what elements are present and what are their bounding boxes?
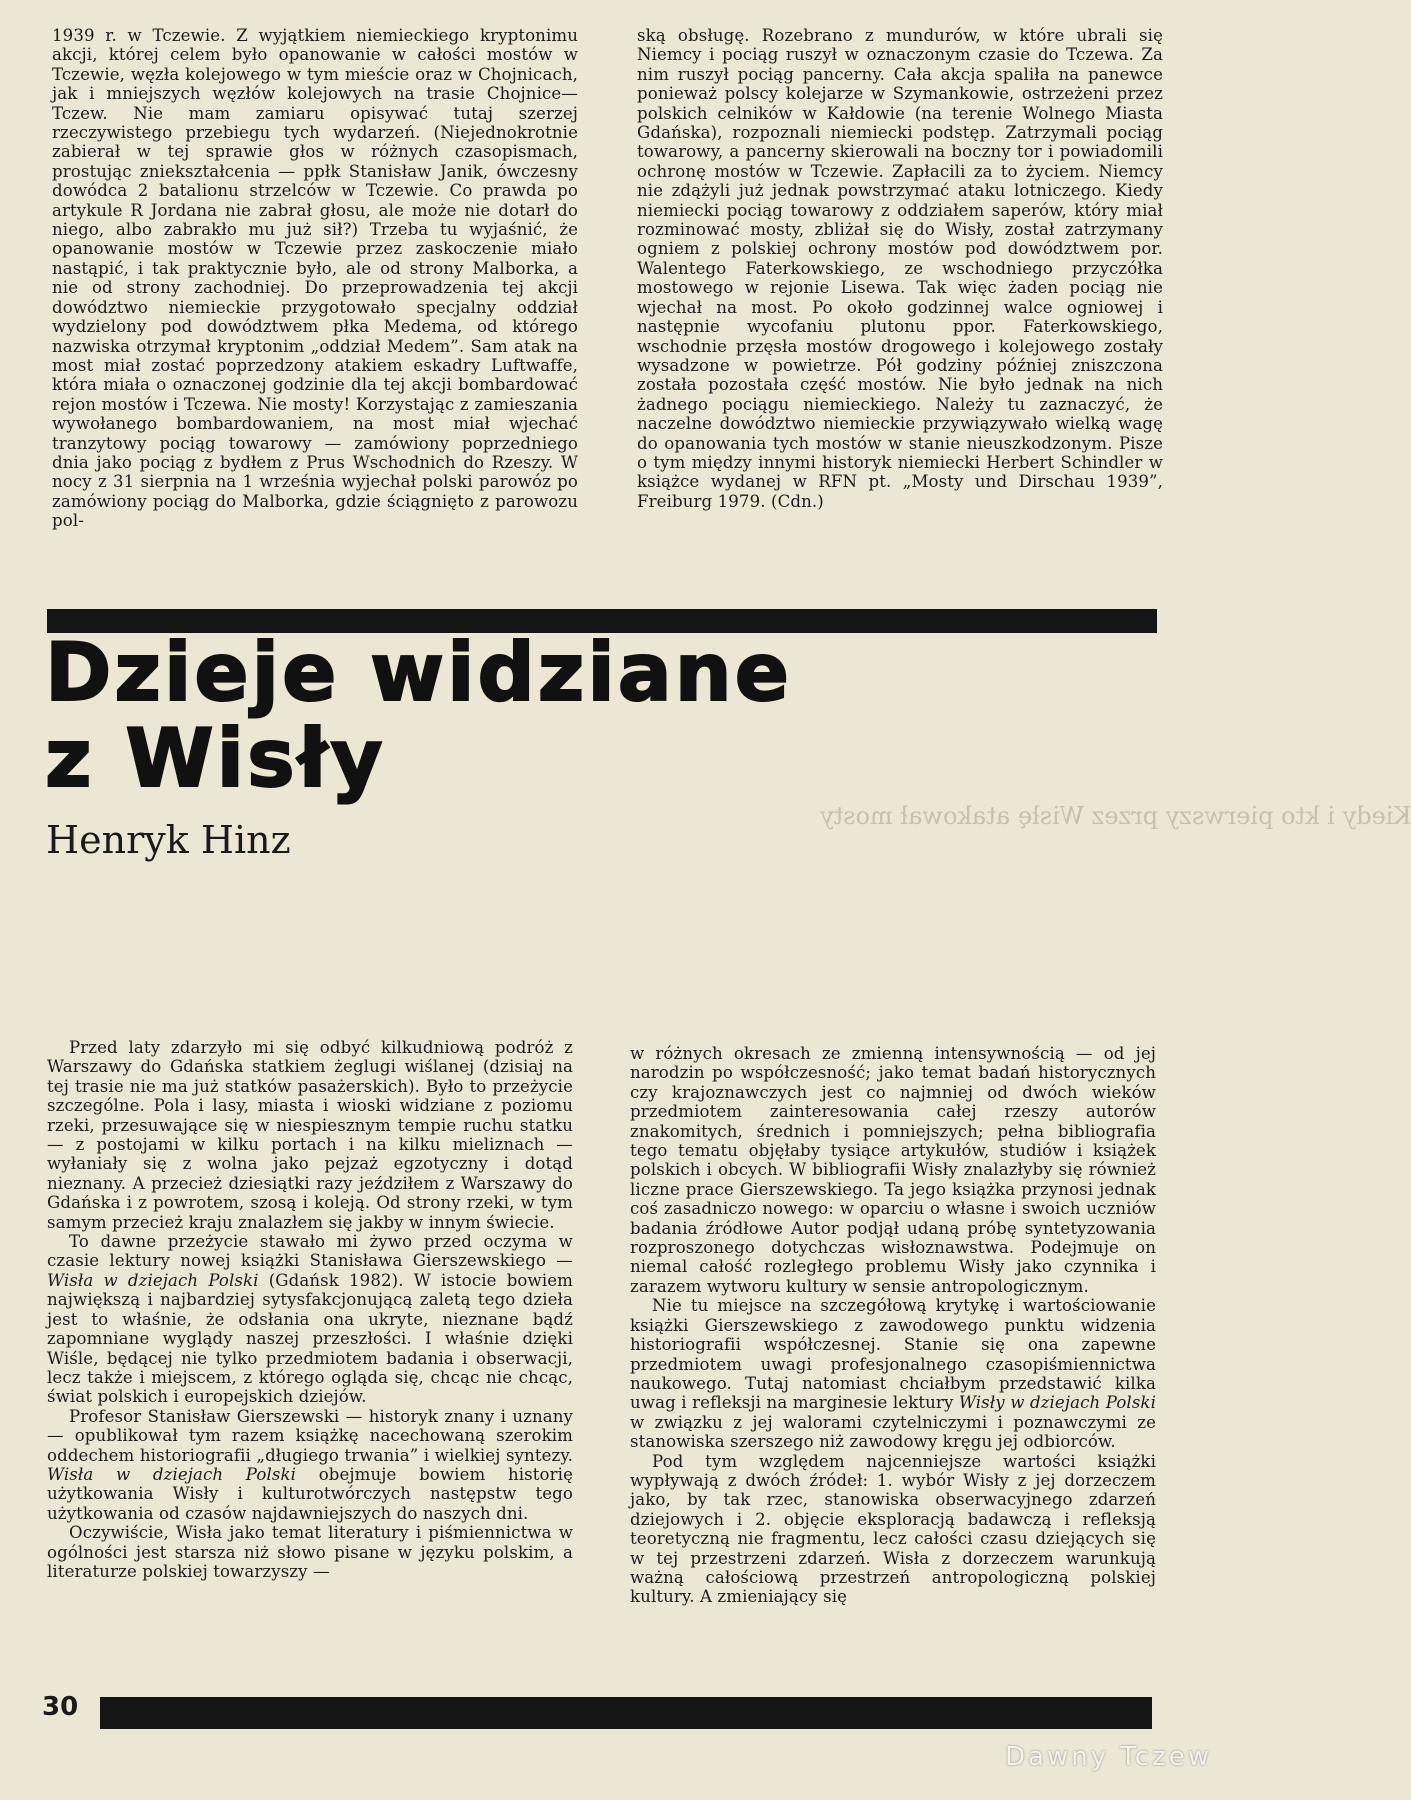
article-title-line-2: z Wisły [45, 712, 386, 805]
body-paragraph: Pod tym względem najcenniejsze wartości książki wypływają z dwóch źródeł: 1. wybór Wisły z jej dorzeczem jako, by tak rzec, stanowiska obserwacyjnego zdarzeń dziejowych i 2. objęcie eksploracją badawczą i refleksją teoretyczną nie fragmentu, lecz całości czasu dziejących się w tej przestrzeni zdarzeń. Wisła z dorzeczem warunkują ważną całościową przestrzeń antropologiczną polskiej kultury. A zmieniający się [630, 1451, 1156, 1607]
previous-article-paragraph: ską obsługę. Rozebrano z mundurów, w które ubrali się Niemcy i pociąg ruszył w oznaczonym czasie do Tczewa. Za nim ruszył pociąg pancerny. Cała akcja spaliła na panewce ponieważ polscy kolejarze w Szymankowie, ostrzeżeni przez polskich celników w Kałdowie (na terenie Wolnego Miasta Gdańska), rozpoznali niemiecki podstęp. Zatrzymali pociąg towarowy, a pancerny skierowali na boczny tor i powiadomili ochronę mostów w Tczewie. Zapłacili za to życiem. Niemcy nie zdążyli już jednak powstrzymać ataku lotniczego. Kiedy niemiecki pociąg towarowy z oddziałem saperów, który miał rozminować mosty, zbliżał się do Wisły, został zatrzymany ogniem z polskiej ochrony mostów pod dowództwem por. Walentego Faterkowskiego, ze wschodniego przyczółka mostowego w rejonie Lisewa. Tak więc żaden pociąg nie wjechał na most. Po około godzinnej walce ogniowej i następnie wycofaniu plutonu ppor. Faterkowskiego, wschodnie przęsła mostów drogowego i kolejowego zostały wysadzone w powietrze. Pół godziny później zniszczona została pozostała część mostów. Nie było jednak na nich żadnego pociągu niemieckiego. Należy tu zaznaczyć, że naczelne dowództwo niemieckie przywiązywało wielką wagę do opanowania tych mostów w stanie nieuszkodzonym. Pisze o tym między innymi historyk niemiecki Herbert Schindler w książce wydanej w RFN pt. „Mosty und Dirschau 1939”, Freiburg 1979. (Cdn.) [637, 26, 1163, 511]
watermark: Dawny Tczew [1005, 1742, 1213, 1772]
book-title: Wisła w dziejach Polski [47, 1464, 297, 1484]
article-body-right-column [630, 1044, 1156, 1607]
footer-rule-bar [100, 1697, 1152, 1729]
article-body-left-column [47, 1038, 573, 1581]
body-paragraph: w różnych okresach ze zmienną intensywnością — od jej narodzin po współczesność; jako temat badań historycznych czy krajoznawczych jest co najmniej od dwóch wieków przedmiotem zainteresowania całej rzeszy autorów znakomitych, średnich i pomniejszych; pełna bibliografia tego tematu objęłaby tysiące artykułów, studiów i książek polskich i obcych. W bibliografii Wisły znalazłyby się również liczne prace Gierszewskiego. Ta jego książka przynosi jednak coś zasadniczo nowego: w oparciu o własne i swoich uczniów badania źródłowe Autor podjął udaną próbę syntetyzowania rozproszonego dotychczas wisłoznawstwa. Podejmuje on niemal całość rozległego problemu Wisły jako czynnika i zarazem wytworu kultury w sensie antropologicznym. [630, 1044, 1156, 1296]
body-paragraph: Profesor Stanisław Gierszewski — historyk znany i uznany — opublikował tym razem książkę nacechowaną szerokim oddechem historiografii „długiego trwania” i wielkiej syntezy. Wisła w dziejach Polski obejmuje bowiem historię użytkowania Wisły i kulturotwórczych następstw tego użytkowania od czasów najdawniejszych do naszych dni. [47, 1406, 573, 1523]
previous-article-paragraph: 1939 r. w Tczewie. Z wyjątkiem niemieckiego kryptonimu akcji, której celem było opanowanie w całości mostów w Tczewie, węzła kolejowego w tym mieście oraz w Chojnicach, jak i mniejszych węzłów kolejowych na trasie Chojnice—Tczew. Nie mam zamiaru opisywać tutaj szerzej rzeczywistego przebiegu tych wydarzeń. (Niejednokrotnie zabierał w tej sprawie głos w różnych czasopismach, prostując zniekształcenia — ppłk Stanisław Janik, ówczesny dowódca 2 batalionu strzelców w Tczewie. Co prawda po artykule R Jordana nie zabrał głosu, ale może nie dotarł do niego, albo zabrakło mu już sił?) Trzeba tu wyjaśnić, że opanowanie mostów w Tczewie przez zaskoczenie miało nastąpić, i tak praktycznie było, ale od strony Malborka, a nie od strony zachodniej. Do przeprowadzenia tej akcji dowództwo niemieckie przygotowało specjalny oddział wydzielony pod dowództwem płka Medema, od którego nazwiska otrzymał kryptonim „oddział Medem”. Sam atak na most miał zostać poprzedzony atakiem eskadry Luftwaffe, która miała o oznaczonej godzinie dla tej akcji bombardować rejon mostów i Tczewa. Nie mosty! Korzystając z zamieszania wywołanego bombardowaniem, na most miał wjechać tranzytowy pociąg towarowy — zamówiony poprzedniego dnia jako pociąg z bydłem z Prus Wschodnich do Rzeszy. W nocy z 31 sierpnia na 1 września wyjechał polski parowóz po zamówiony pociąg do Malborka, gdzie ściągnięto z parowozu pol- [52, 26, 578, 531]
article-title-line-1: Dzieje widziane [45, 626, 792, 719]
book-title: Wisły w dziejach Polski [958, 1393, 1156, 1413]
article-title [45, 626, 945, 805]
body-paragraph: Nie tu miejsce na szczegółową krytykę i wartościowanie książki Gierszewskiego z zawodowego punktu widzenia historiografii współczesnej. Stanie się ona zapewne przedmiotem uwagi profesjonalnego czasopiśmiennictwa naukowego. Tutaj natomiast chciałbym przedstawić kilka uwag i refleksji na marginesie lektury Wisły w dziejach Polski w związku z jej walorami czytelniczymi i poznawczymi ze stanowiska szerszego niż zawodowy kręgu jej odbiorców. [630, 1296, 1156, 1452]
previous-article-right-column [637, 26, 1163, 511]
body-paragraph: Przed laty zdarzyło mi się odbyć kilkudniową podróż z Warszawy do Gdańska statkiem żeglugi wiślanej (dzisiaj na tej trasie nie ma już statków pasażerskich). Było to przeżycie szczególne. Pola i lasy, miasta i wioski widziane z poziomu rzeki, przesuwające się w niespiesznym tempie ruchu statku — z postojami w kilku portach i na kilku mieliznach — wyłaniały się z wolna jako pejzaż egzotyczny i dotąd nieznany. A przecież dziesiątki razy jeździłem z Warszawy do Gdańska i z powrotem, szosą i koleją. Od strony rzeki, w tym samym przecież kraju znalazłem się jakby w innym świecie. [47, 1038, 573, 1232]
show-through-text: Kiedy i kto pierwszy przez Wisłę atakował mosty [820, 802, 1411, 830]
previous-article-left-column [52, 26, 578, 531]
body-paragraph: Oczywiście, Wisła jako temat literatury i piśmiennictwa w ogólności jest starsza niż słowo pisane w języku polskim, a literaturze polskiej towarzyszy — [47, 1523, 573, 1581]
page-number: 30 [42, 1692, 79, 1722]
article-author: Henryk Hinz [46, 818, 291, 862]
body-paragraph: To dawne przeżycie stawało mi żywo przed oczyma w czasie lektury nowej książki Stanisława Gierszewskiego — Wisła w dziejach Polski (Gdańsk 1982). W istocie bowiem największą i najbardziej sytysfakcjonującą zaletą tego dzieła jest to właśnie, że odsłania ona ukryte, nieznane bądź zapomniane wyglądy naszej przeszłości. I właśnie dzięki Wiśle, będącej nie tylko przedmiotem badania i obserwacji, lecz także i miejscem, z którego ogląda się, chcąc nie chcąc, świat polskich i europejskich dziejów. [47, 1232, 573, 1407]
book-title: Wisła w dziejach Polski [47, 1270, 259, 1290]
